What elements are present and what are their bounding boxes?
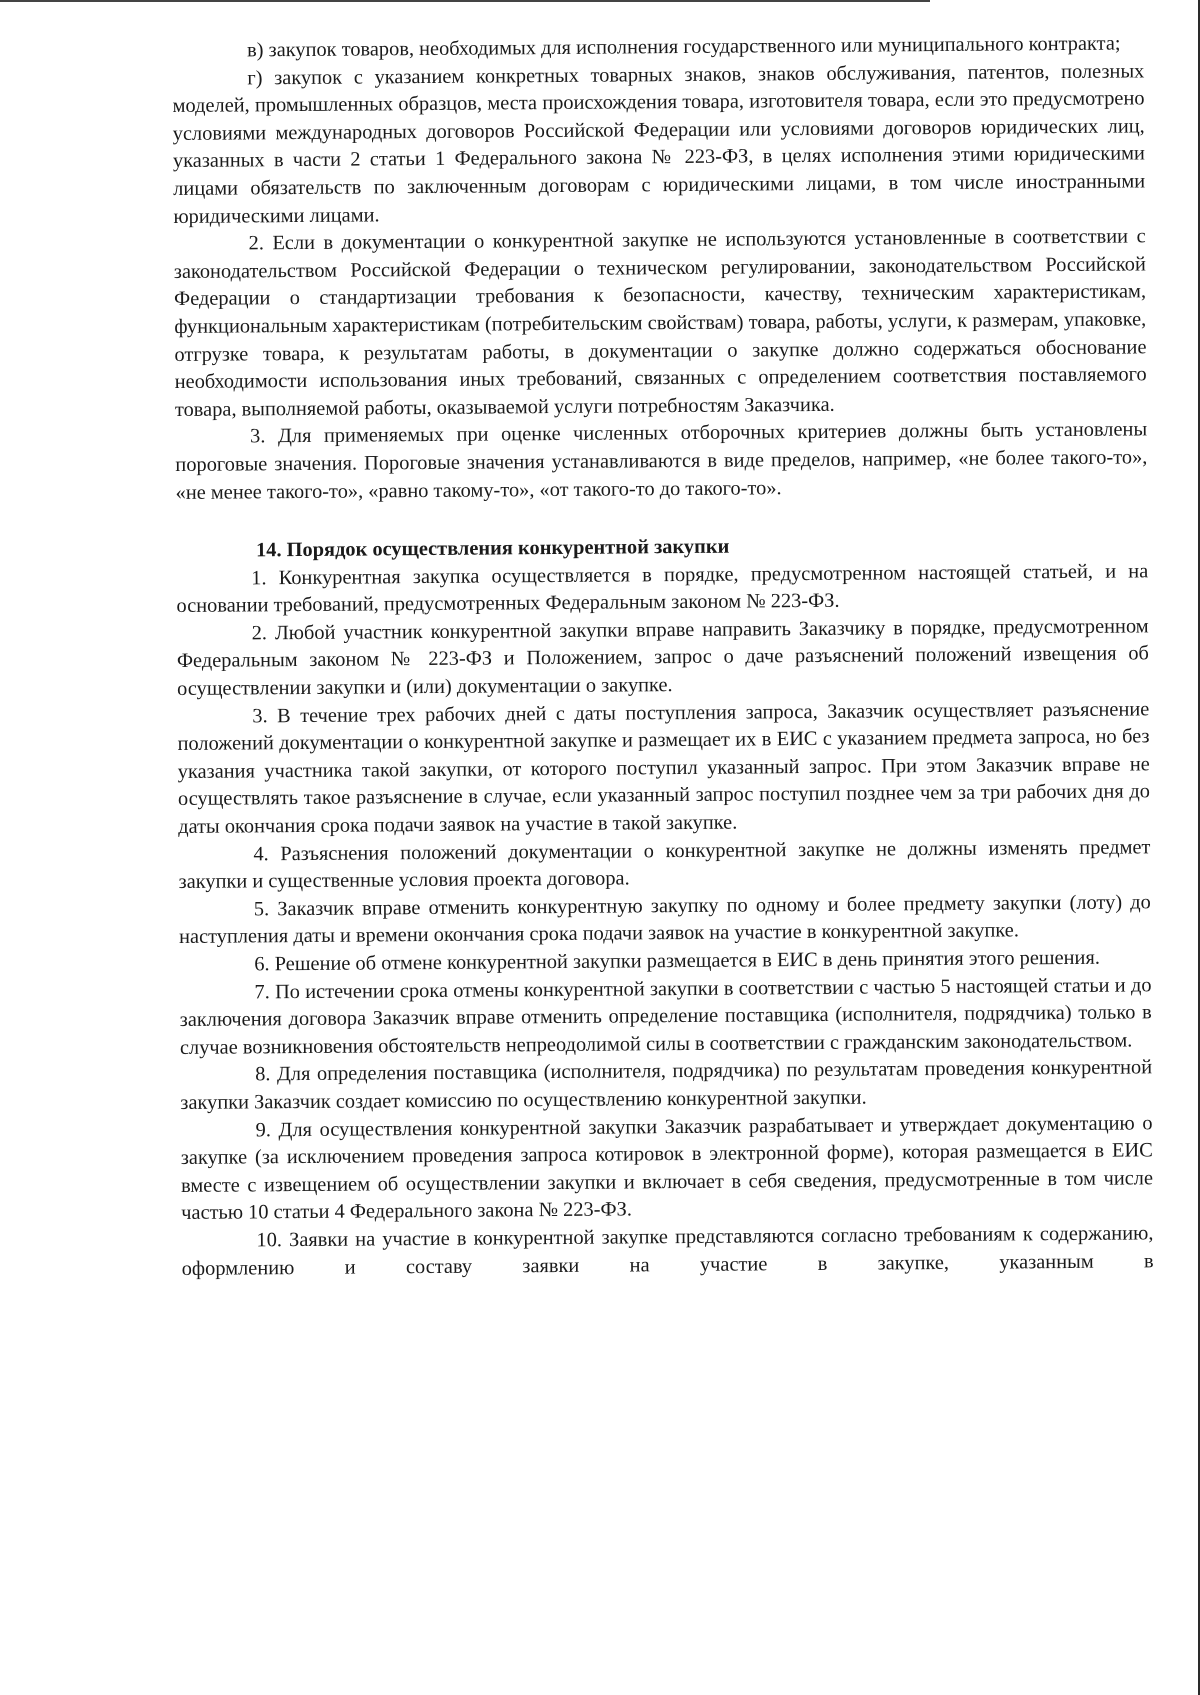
paragraph-item-g: г) закупок с указанием конкретных товарных знаков, знаков обслуживания, патентов, полезных моделей, промышленных образцов, места происхождения товара, изготовителя товара, если это предусмотрено условиями международных договоров Российской Федерации или условиями договоров юридических лиц, указанных в части 2 статьи 1 Федерального закона № 223-ФЗ, в целях исполнения этими юридическими лицами обязательств по заключенным договорам с юридическими лицами, в том числе иностранными юридическими лицами. <box>172 59 1146 228</box>
section-14-clause-5: 5. Заказчик вправе отменить конкурентную закупку по одному и более предмету закупки (лоту) до наступления даты и времени окончания срока подачи заявок на участие в конкурентной закупке. <box>178 891 1151 949</box>
section-14-clause-2: 2. Любой участник конкурентной закупки вправе направить Заказчику в порядке, предусмотренном Федеральным законом № 223-ФЗ и Положением, запрос о даче разъяснений положений извещения об осуществлении закупки и (или) документации о закупке. <box>176 615 1149 701</box>
section-14-clause-4: 4. Разъяснения положений документации о конкурентной закупке не должны изменять предмет закупки и существенные условия проекта договора. <box>178 835 1151 894</box>
section-14-clause-1: 1. Конкурентная закупка осуществляется в порядке, предусмотренном настоящей статьей, и на основании требований, предусмотренных Федеральным законом № 223-ФЗ. <box>176 560 1149 618</box>
paragraph-item-v: в) закупок товаров, необходимых для исполнения государственного или муниципального контракта; <box>247 32 1121 62</box>
section-heading: 14. Порядок осуществления конкурентной закупки <box>255 535 730 562</box>
scan-edge-top <box>0 0 930 2</box>
section-14-clause-8: 8. Для определения поставщика (исполнителя, подрядчика) по результатам проведения конкурентной закупки Заказчик создает комиссию по осуществлению конкурентной закупки. <box>180 1056 1153 1114</box>
section-14-clause-3: 3. В течение трех рабочих дней с даты поступления запроса, Заказчик осуществляет разъяснение положений документации о конкурентной закупке и размещает их в ЕИС с указанием предмета запроса, но без указания участника такой закупки, от которого поступил указанный запрос. При этом Заказчик вправе не осуществлять такое разъяснение в случае, если указанный запрос поступил позднее чем за три рабочих дня до даты окончания срока подачи заявок на участие в такой закупке. <box>177 698 1151 839</box>
document-page <box>172 30 1154 1283</box>
paragraph-clause-3: 3. Для применяемых при оценке численных отборочных критериев должны быть установлены пороговые значения. Пороговые значения устанавливаются в виде пределов, например, «не более такого-то», «не менее такого-то», «равно такому-то», «от такого-то до такого-то». <box>175 418 1148 504</box>
section-14-clause-10: 10. Заявки на участие в конкурентной закупке представляются согласно требованиям к содержанию, оформлению и составу заявки на участие в закупке, указанным в <box>181 1222 1154 1280</box>
paragraph-clause-2: 2. Если в документации о конкурентной закупке не используются установленные в соответствии с законодательством Российской Федерации о техническом регулировании, законодательством Российской Федерации о стандартизации требования к безопасности, качеству, техническим характеристикам, функциональным характеристикам (потребительским свойствам) товара, работы, услуги, к размерам, упаковке, отгрузке товара, к результатам работы, в документации о закупке должно содержаться обоснование необходимости использования иных требований, связанных с определением соответствия поставляемого товара, выполняемой работы, оказываемой услуги потребностям Заказчика. <box>173 225 1147 421</box>
section-14-clause-6: 6. Решение об отмене конкурентной закупки размещается в ЕИС в день принятия этого решения. <box>254 946 1100 976</box>
section-14-clause-7: 7. По истечении срока отмены конкурентной закупки в соответствии с частью 5 настоящей статьи и до заключения договора Заказчик вправе отменить определение поставщика (исполнителя, подрядчика) только в случае возникновения обстоятельств непреодолимой силы в соответствии с гражданским законодательством. <box>179 973 1152 1059</box>
section-14-clause-9: 9. Для осуществления конкурентной закупки Заказчик разрабатывает и утверждает документацию о закупке (за исключением проведения запроса котировок в электронной форме), которая размещается в ЕИС вместе с извещением об осуществлении закупки и включает в себя сведения, предусмотренные в том числе частью 10 статьи 4 Федерального закона № 223-ФЗ. <box>180 1111 1154 1225</box>
